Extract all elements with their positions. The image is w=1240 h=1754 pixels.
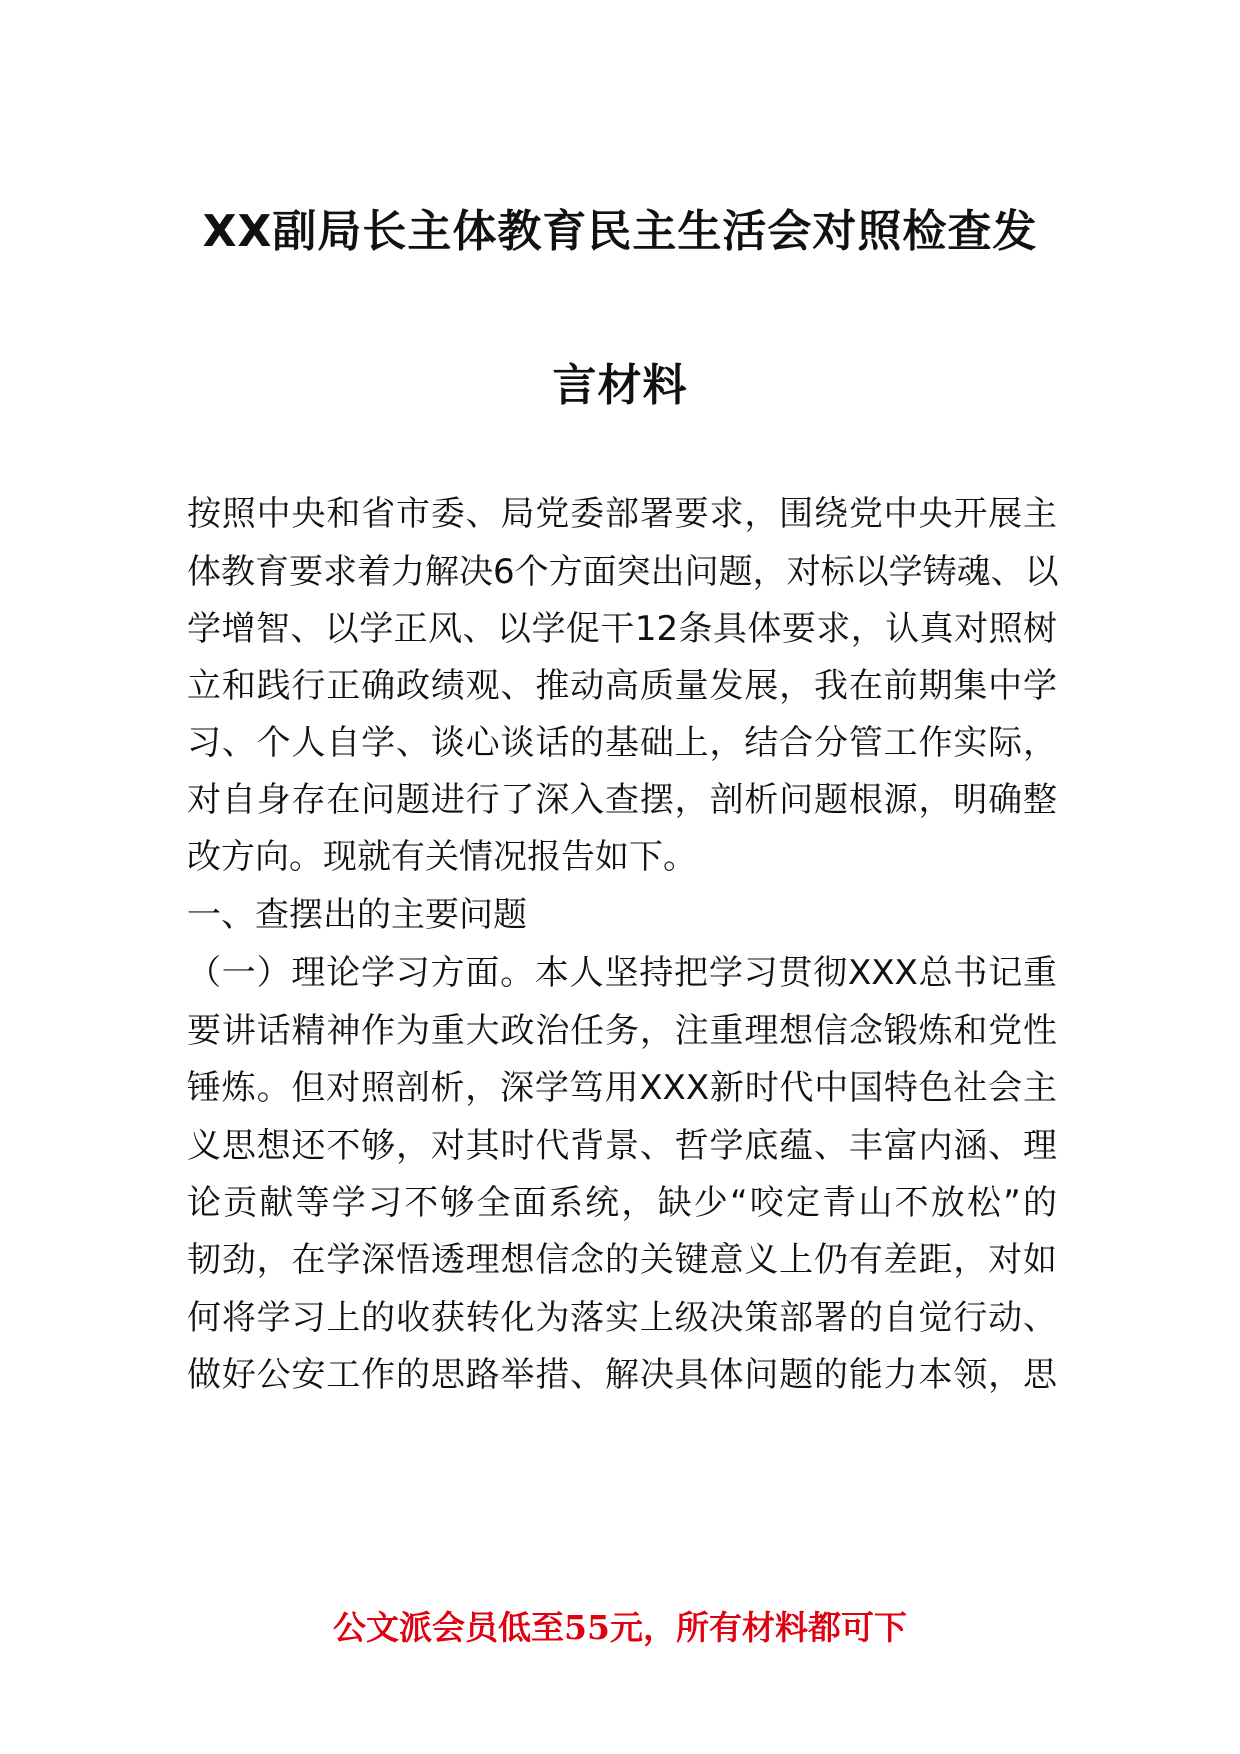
promo-banner-text[interactable]: 公文派会员低至55元，所有材料都可下 <box>333 1608 907 1647</box>
paragraph-line: 何将学习上的收获转化为落实上级决策部署的自觉行动、 <box>187 1298 1057 1338</box>
paragraph-line: 学增智、以学正风、以学促干12条具体要求，认真对照树 <box>187 609 1057 649</box>
paragraph-line: 锤炼。但对照剖析，深学笃用XXX新时代中国特色社会主 <box>187 1068 1057 1108</box>
paragraph-line: 要讲话精神作为重大政治任务，注重理想信念锻炼和党性 <box>187 1011 1057 1051</box>
paragraph-line: 对自身存在问题进行了深入查摆，剖析问题根源，明确整 <box>187 780 1057 820</box>
paragraph-line: 体教育要求着力解决6个方面突出问题，对标以学铸魂、以 <box>187 552 1059 592</box>
document-title-line-2: 言材料 <box>552 360 688 411</box>
document-title-line-1: XX副局长主体教育民主生活会对照检查发 <box>202 206 1038 257</box>
paragraph-line: （一）理论学习方面。本人坚持把学习贯彻XXX总书记重 <box>187 953 1057 993</box>
paragraph-line: 按照中央和省市委、局党委部署要求，围绕党中央开展主 <box>187 494 1057 534</box>
paragraph-line: 义思想还不够，对其时代背景、哲学底蕴、丰富内涵、理 <box>187 1126 1057 1166</box>
paragraph-line: 论贡献等学习不够全面系统，缺少“咬定青山不放松”的 <box>187 1183 1057 1223</box>
paragraph-line: 韧劲，在学深悟透理想信念的关键意义上仍有差距，对如 <box>187 1240 1057 1280</box>
section-heading: 一、查摆出的主要问题 <box>187 895 527 935</box>
paragraph-line: 改方向。现就有关情况报告如下。 <box>187 837 697 877</box>
paragraph-line: 习、个人自学、谈心谈话的基础上，结合分管工作实际， <box>187 723 1057 763</box>
paragraph-line: 立和践行正确政绩观、推动高质量发展，我在前期集中学 <box>187 666 1057 706</box>
paragraph-line: 做好公安工作的思路举措、解决具体问题的能力本领，思 <box>187 1355 1057 1395</box>
